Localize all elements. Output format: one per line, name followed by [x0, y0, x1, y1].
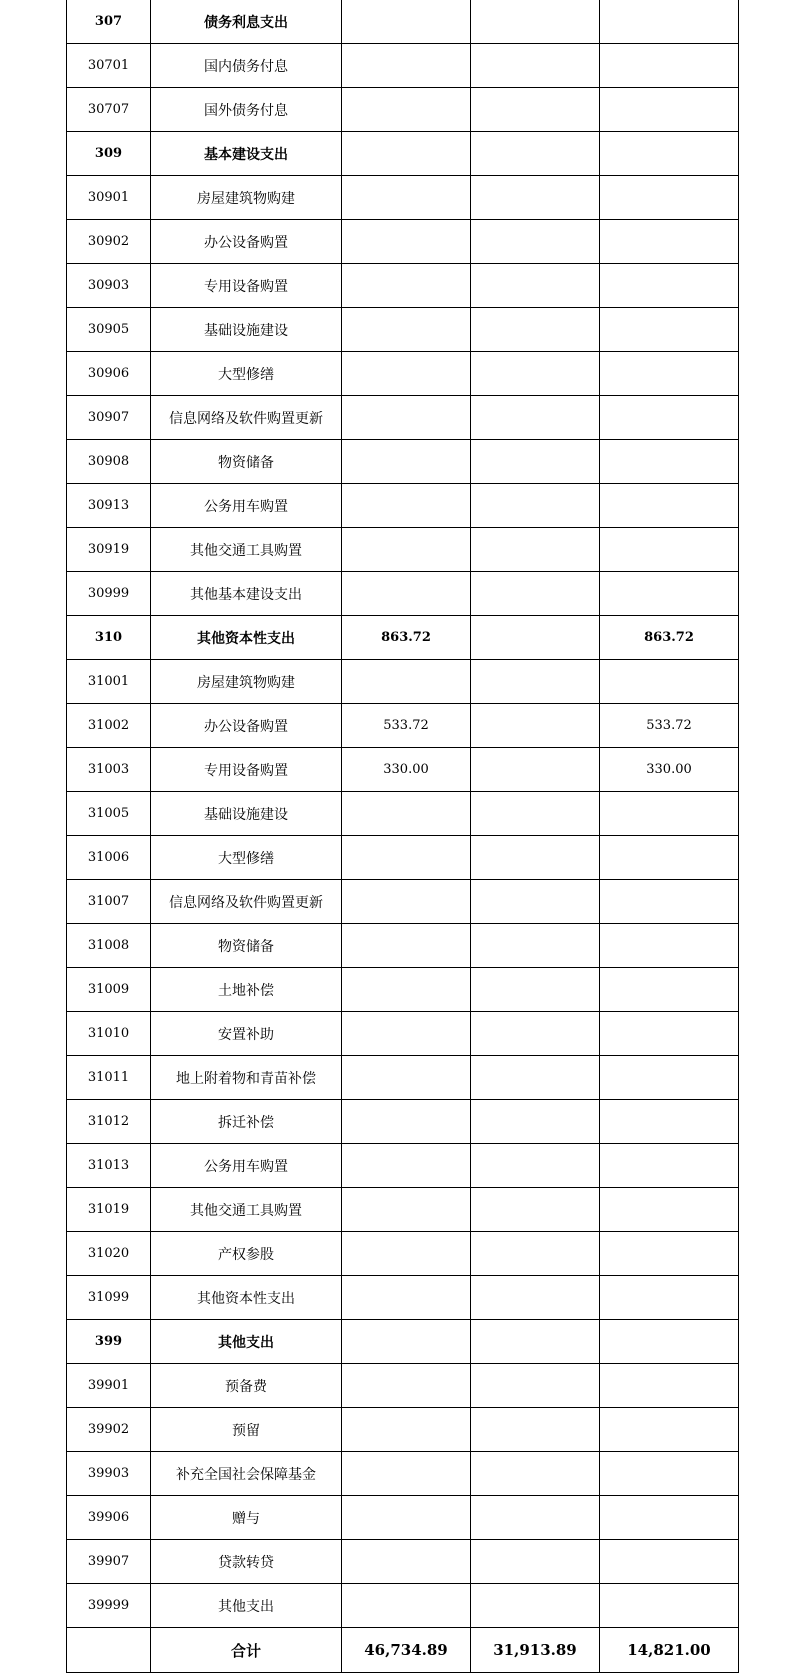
row-amount-2: [471, 0, 600, 44]
row-amount-2: [471, 44, 600, 88]
table-row: [67, 1584, 739, 1628]
row-amount-1: 533.72: [342, 704, 471, 748]
row-amount-1: [342, 1364, 471, 1408]
row-code: 307: [67, 0, 151, 44]
row-amount-2: [471, 792, 600, 836]
row-amount-3: [600, 1232, 739, 1276]
table-row: [67, 1100, 739, 1144]
row-name: 贷款转贷: [151, 1540, 342, 1584]
row-amount-2: [471, 660, 600, 704]
row-code: 31099: [67, 1276, 151, 1320]
row-code: 31009: [67, 968, 151, 1012]
row-amount-2: [471, 264, 600, 308]
row-amount-2: [471, 176, 600, 220]
row-name: 其他交通工具购置: [151, 528, 342, 572]
row-code: 39902: [67, 1408, 151, 1452]
table-row: [67, 440, 739, 484]
row-amount-2: [471, 1144, 600, 1188]
row-amount-2: [471, 1408, 600, 1452]
table-body: [67, 0, 739, 1628]
row-name: 其他资本性支出: [151, 616, 342, 660]
table-row: [67, 1056, 739, 1100]
row-name: 其他交通工具购置: [151, 1188, 342, 1232]
table-row: [67, 1452, 739, 1496]
row-amount-1: [342, 352, 471, 396]
row-amount-1: [342, 176, 471, 220]
row-code: 30908: [67, 440, 151, 484]
row-amount-2: [471, 748, 600, 792]
row-name: 预备费: [151, 1364, 342, 1408]
row-code: 30907: [67, 396, 151, 440]
row-amount-3: [600, 1584, 739, 1628]
row-amount-3: [600, 264, 739, 308]
row-amount-3: [600, 88, 739, 132]
row-name: 产权参股: [151, 1232, 342, 1276]
row-amount-3: [600, 44, 739, 88]
row-name: 土地补偿: [151, 968, 342, 1012]
row-name: 物资储备: [151, 924, 342, 968]
row-amount-1: [342, 1584, 471, 1628]
row-name: 物资储备: [151, 440, 342, 484]
row-name: 其他基本建设支出: [151, 572, 342, 616]
row-code: 30903: [67, 264, 151, 308]
table-row: [67, 1320, 739, 1364]
row-amount-2: [471, 968, 600, 1012]
total-amount-1: 46,734.89: [342, 1628, 471, 1673]
row-name: 其他支出: [151, 1584, 342, 1628]
row-code: 39907: [67, 1540, 151, 1584]
row-amount-2: [471, 704, 600, 748]
row-code: 30902: [67, 220, 151, 264]
row-amount-3: [600, 1408, 739, 1452]
row-name: 国外债务付息: [151, 88, 342, 132]
row-amount-2: [471, 1232, 600, 1276]
row-amount-1: [342, 1232, 471, 1276]
row-amount-1: [342, 220, 471, 264]
row-code: 30919: [67, 528, 151, 572]
row-code: 39999: [67, 1584, 151, 1628]
row-amount-3: [600, 660, 739, 704]
row-amount-1: [342, 1100, 471, 1144]
table-row: [67, 484, 739, 528]
table-row: [67, 660, 739, 704]
table-row: [67, 968, 739, 1012]
row-amount-3: [600, 792, 739, 836]
table-row: [67, 44, 739, 88]
row-code: 31011: [67, 1056, 151, 1100]
table-row: [67, 880, 739, 924]
row-amount-2: [471, 880, 600, 924]
row-amount-1: [342, 924, 471, 968]
row-amount-3: [600, 880, 739, 924]
row-code: 31012: [67, 1100, 151, 1144]
row-name: 办公设备购置: [151, 704, 342, 748]
row-amount-3: [600, 1452, 739, 1496]
row-amount-2: [471, 1496, 600, 1540]
row-name: 地上附着物和青苗补偿: [151, 1056, 342, 1100]
row-amount-1: [342, 132, 471, 176]
total-label: 合计: [151, 1628, 342, 1673]
table-row: [67, 1540, 739, 1584]
row-amount-1: [342, 528, 471, 572]
row-amount-1: [342, 1540, 471, 1584]
table-row: [67, 704, 739, 748]
row-code: 31006: [67, 836, 151, 880]
row-amount-3: [600, 0, 739, 44]
row-name: 专用设备购置: [151, 264, 342, 308]
row-amount-3: [600, 1056, 739, 1100]
row-amount-3: 863.72: [600, 616, 739, 660]
row-amount-3: [600, 1540, 739, 1584]
row-amount-2: [471, 132, 600, 176]
row-amount-1: [342, 1320, 471, 1364]
row-name: 专用设备购置: [151, 748, 342, 792]
row-amount-2: [471, 88, 600, 132]
row-amount-2: [471, 352, 600, 396]
row-amount-3: [600, 176, 739, 220]
row-name: 基础设施建设: [151, 308, 342, 352]
row-code: 39901: [67, 1364, 151, 1408]
table-row: [67, 572, 739, 616]
row-code: 39903: [67, 1452, 151, 1496]
row-amount-3: [600, 1188, 739, 1232]
row-amount-3: 533.72: [600, 704, 739, 748]
row-name: 其他资本性支出: [151, 1276, 342, 1320]
table-row: [67, 1496, 739, 1540]
row-amount-3: [600, 528, 739, 572]
row-amount-1: [342, 660, 471, 704]
budget-expenditure-table: [66, 0, 739, 1673]
row-amount-2: [471, 308, 600, 352]
row-name: 其他支出: [151, 1320, 342, 1364]
table-row: [67, 308, 739, 352]
row-name: 大型修缮: [151, 352, 342, 396]
row-amount-3: [600, 396, 739, 440]
row-amount-1: [342, 484, 471, 528]
row-amount-1: [342, 1496, 471, 1540]
row-amount-2: [471, 1276, 600, 1320]
row-amount-1: [342, 1012, 471, 1056]
row-name: 基本建设支出: [151, 132, 342, 176]
row-amount-2: [471, 220, 600, 264]
row-code: 399: [67, 1320, 151, 1364]
row-amount-2: [471, 836, 600, 880]
row-name: 预留: [151, 1408, 342, 1452]
row-amount-3: [600, 1100, 739, 1144]
row-code: 310: [67, 616, 151, 660]
row-code: 31005: [67, 792, 151, 836]
row-name: 办公设备购置: [151, 220, 342, 264]
row-amount-1: [342, 1188, 471, 1232]
row-name: 房屋建筑物购建: [151, 176, 342, 220]
row-amount-1: [342, 836, 471, 880]
row-name: 赠与: [151, 1496, 342, 1540]
table-row: [67, 836, 739, 880]
table-row: [67, 1408, 739, 1452]
row-amount-1: [342, 44, 471, 88]
row-name: 大型修缮: [151, 836, 342, 880]
row-amount-2: [471, 616, 600, 660]
row-code: 30901: [67, 176, 151, 220]
table-row: [67, 528, 739, 572]
row-name: 安置补助: [151, 1012, 342, 1056]
row-amount-3: [600, 440, 739, 484]
row-amount-1: [342, 1408, 471, 1452]
row-amount-1: [342, 88, 471, 132]
total-amount-2: 31,913.89: [471, 1628, 600, 1673]
row-amount-3: [600, 572, 739, 616]
table-row: [67, 0, 739, 44]
row-amount-1: [342, 1144, 471, 1188]
row-code: 30906: [67, 352, 151, 396]
row-amount-1: [342, 396, 471, 440]
row-amount-3: [600, 836, 739, 880]
row-amount-1: [342, 572, 471, 616]
row-amount-3: [600, 1364, 739, 1408]
row-amount-1: 863.72: [342, 616, 471, 660]
row-amount-1: [342, 308, 471, 352]
row-amount-2: [471, 1452, 600, 1496]
table-row: [67, 1276, 739, 1320]
table-row: [67, 264, 739, 308]
row-amount-2: [471, 1100, 600, 1144]
table-row: [67, 220, 739, 264]
row-amount-3: [600, 220, 739, 264]
table-row: [67, 792, 739, 836]
table-row: [67, 1012, 739, 1056]
row-amount-3: [600, 1144, 739, 1188]
row-amount-1: [342, 440, 471, 484]
row-name: 公务用车购置: [151, 484, 342, 528]
row-code: 31010: [67, 1012, 151, 1056]
row-amount-2: [471, 396, 600, 440]
row-amount-3: [600, 1276, 739, 1320]
table-row: [67, 748, 739, 792]
row-amount-2: [471, 440, 600, 484]
row-code: 31008: [67, 924, 151, 968]
row-code: 309: [67, 132, 151, 176]
row-amount-2: [471, 1364, 600, 1408]
row-amount-2: [471, 1540, 600, 1584]
row-amount-2: [471, 1320, 600, 1364]
row-amount-1: [342, 792, 471, 836]
table-row: [67, 924, 739, 968]
table-row: [67, 176, 739, 220]
row-code: 30905: [67, 308, 151, 352]
row-name: 基础设施建设: [151, 792, 342, 836]
row-amount-2: [471, 1056, 600, 1100]
row-amount-3: [600, 968, 739, 1012]
row-amount-1: [342, 264, 471, 308]
total-code: [67, 1628, 151, 1673]
table-row: [67, 396, 739, 440]
row-amount-1: [342, 0, 471, 44]
table-row: [67, 352, 739, 396]
row-amount-2: [471, 1584, 600, 1628]
row-amount-1: [342, 1276, 471, 1320]
row-code: 31019: [67, 1188, 151, 1232]
row-name: 公务用车购置: [151, 1144, 342, 1188]
row-amount-3: [600, 1320, 739, 1364]
row-code: 30701: [67, 44, 151, 88]
row-amount-1: [342, 880, 471, 924]
table-row: [67, 132, 739, 176]
row-name: 债务利息支出: [151, 0, 342, 44]
row-amount-3: [600, 924, 739, 968]
row-code: 31002: [67, 704, 151, 748]
row-amount-3: [600, 1496, 739, 1540]
table-row: [67, 1144, 739, 1188]
row-amount-3: [600, 352, 739, 396]
row-amount-2: [471, 924, 600, 968]
row-code: 30913: [67, 484, 151, 528]
row-amount-1: [342, 1056, 471, 1100]
row-amount-1: [342, 1452, 471, 1496]
row-amount-2: [471, 1188, 600, 1232]
row-amount-3: [600, 1012, 739, 1056]
row-amount-2: [471, 484, 600, 528]
table-row: [67, 1232, 739, 1276]
row-code: 31003: [67, 748, 151, 792]
total-amount-3: 14,821.00: [600, 1628, 739, 1673]
row-amount-3: [600, 308, 739, 352]
row-name: 信息网络及软件购置更新: [151, 396, 342, 440]
row-amount-3: [600, 132, 739, 176]
row-name: 国内债务付息: [151, 44, 342, 88]
total-row: [67, 1628, 739, 1673]
row-amount-3: 330.00: [600, 748, 739, 792]
row-code: 31001: [67, 660, 151, 704]
row-amount-1: [342, 968, 471, 1012]
row-amount-2: [471, 1012, 600, 1056]
table-row: [67, 616, 739, 660]
row-name: 补充全国社会保障基金: [151, 1452, 342, 1496]
row-code: 31007: [67, 880, 151, 924]
table-row: [67, 1188, 739, 1232]
row-amount-2: [471, 528, 600, 572]
table-row: [67, 1364, 739, 1408]
row-amount-1: 330.00: [342, 748, 471, 792]
row-code: 31013: [67, 1144, 151, 1188]
row-code: 39906: [67, 1496, 151, 1540]
row-name: 拆迁补偿: [151, 1100, 342, 1144]
row-name: 信息网络及软件购置更新: [151, 880, 342, 924]
row-code: 31020: [67, 1232, 151, 1276]
row-amount-2: [471, 572, 600, 616]
row-code: 30707: [67, 88, 151, 132]
table-row: [67, 88, 739, 132]
row-name: 房屋建筑物购建: [151, 660, 342, 704]
row-code: 30999: [67, 572, 151, 616]
row-amount-3: [600, 484, 739, 528]
